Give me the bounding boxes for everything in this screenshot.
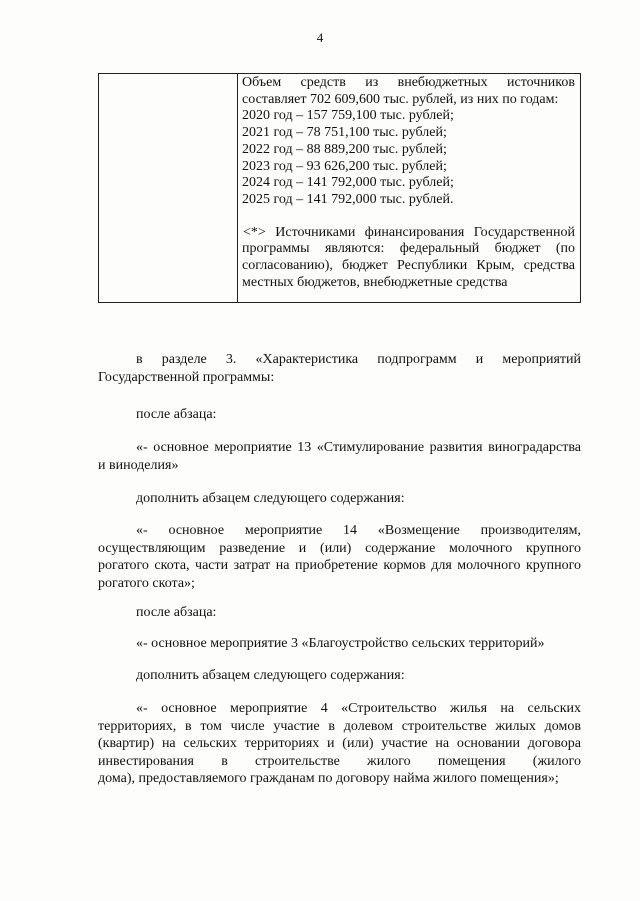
paragraph-measure-14 [98, 522, 581, 592]
paragraph-line: осуществляющим разведение и (или) содержание молочного крупного [98, 540, 581, 556]
paragraph-add-1: дополнить абзацем следующего содержания: [136, 491, 405, 506]
paragraph-line: «- основное мероприятие 13 «Стимулирование развития виноградарства [136, 440, 581, 455]
funding-year-line: 2025 год – 141 792,000 тыс. рублей. [242, 191, 454, 207]
funding-year-line: 2020 год – 157 759,100 тыс. рублей; [242, 108, 454, 124]
paragraph-measure-4 [98, 700, 581, 788]
paragraph-line: «- основное мероприятие 14 «Возмещение производителям, [136, 523, 581, 538]
paragraph-line: «- основное мероприятие 4 «Строительство жилья на сельских [136, 701, 581, 716]
footnote-line: программы являются: федеральный бюджет (по [242, 241, 575, 257]
paragraph-add-2: дополнить абзацем следующего содержания: [136, 668, 405, 683]
funding-year-line: 2023 год – 93 626,200 тыс. рублей; [242, 158, 447, 174]
paragraph-after-2: после абзаца: [136, 605, 217, 620]
funding-year-line: 2022 год – 88 889,200 тыс. рублей; [242, 141, 447, 157]
paragraph-after-1: после абзаца: [136, 407, 217, 422]
paragraph-line: инвестирования в строительстве жилого помещения (жилого [98, 753, 581, 769]
table-cell-funding [238, 74, 580, 302]
paragraph-line: в разделе 3. «Характеристика подпрограмм и мероприятий [136, 352, 581, 367]
paragraph-measure-13 [98, 439, 581, 474]
funding-year-line: 2021 год – 78 751,100 тыс. рублей; [242, 125, 447, 141]
table-cell-empty [99, 74, 238, 302]
funding-table [98, 73, 581, 303]
paragraph-line: рогатого скота, части затрат на приобретение кормов для молочного крупного [98, 558, 581, 573]
paragraph-line: территориях, в том числе участие в долевом строительстве жилых домов [98, 718, 581, 734]
paragraph-section-3 [98, 351, 581, 386]
funding-intro-line: Объем средств из внебюджетных источников [242, 75, 575, 90]
paragraph-line: Государственной программы: [98, 369, 275, 385]
footnote-line: согласованию), бюджет Республики Крым, средства [242, 258, 575, 274]
footnote-line: местных бюджетов, внебюджетные средства [242, 274, 508, 290]
page-number: 4 [316, 30, 324, 45]
paragraph-line: и виноделия» [98, 457, 179, 473]
funding-intro-line: составляет 702 609,600 тыс. рублей, из них по годам: [242, 91, 559, 107]
paragraph-measure-3: «- основное мероприятие 3 «Благоустройство сельских территорий» [136, 636, 545, 651]
footnote-line: <*> Источниками финансирования Государственной [243, 224, 575, 240]
paragraph-line: рогатого скота»; [98, 575, 195, 591]
funding-year-line: 2024 год – 141 792,000 тыс. рублей; [242, 175, 454, 191]
paragraph-line: дома), предоставляемого гражданам по договору найма жилого помещения»; [98, 771, 559, 786]
paragraph-line: (квартир) на сельских территориях и (или) участие на основании договора [98, 736, 581, 751]
